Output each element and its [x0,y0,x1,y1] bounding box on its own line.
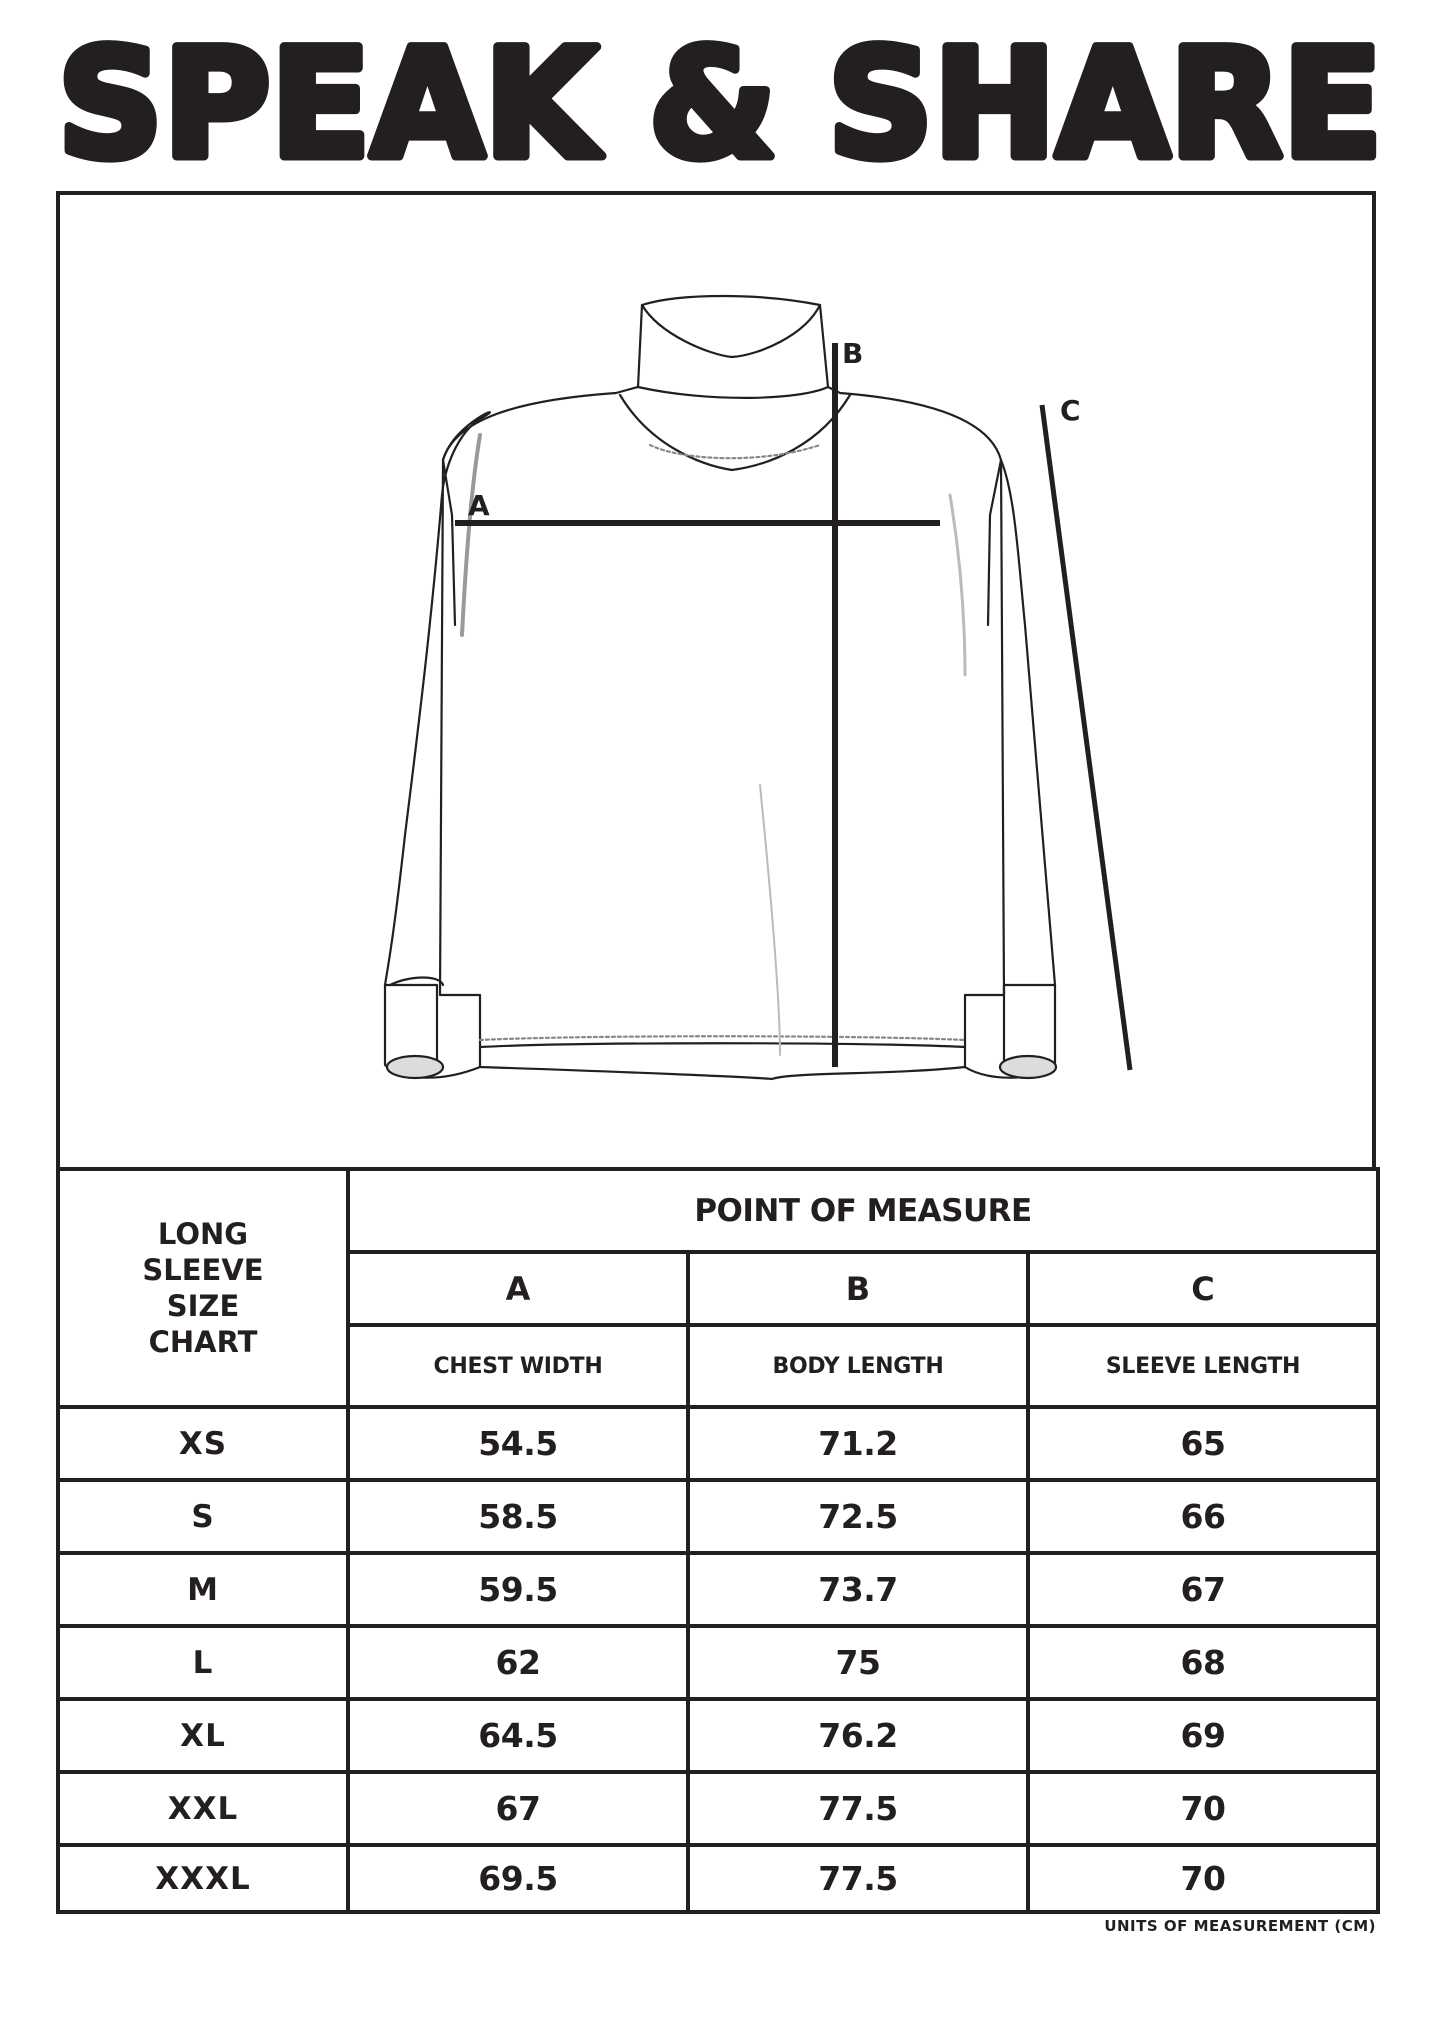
table-title-line: SLEEVE [142,1253,264,1287]
column-letter-a: A [348,1252,688,1325]
body-length-value: 77.5 [688,1772,1028,1845]
units-note: UNITS OF MEASUREMENT (CM) [1104,1917,1376,1935]
chest-width-value: 58.5 [348,1480,688,1553]
sleeve-length-value: 66 [1028,1480,1378,1553]
table-row [58,1553,1378,1626]
table-row [58,1407,1378,1480]
table-title-line: SIZE [166,1289,240,1323]
body-length-value: 73.7 [688,1553,1028,1626]
chest-width-value: 69.5 [348,1845,688,1912]
column-letter-c: C [1028,1252,1378,1325]
size-chart-table [56,1167,1380,1914]
sleeve-length-value: 68 [1028,1626,1378,1699]
chest-width-value: 54.5 [348,1407,688,1480]
size-cell: L [58,1626,348,1699]
brand-title: SPEAK & SHARE [57,38,1383,178]
body-length-value: 77.5 [688,1845,1028,1912]
sweater-collar [638,296,828,387]
size-cell: S [58,1480,348,1553]
size-cell: XS [58,1407,348,1480]
garment-diagram-panel [56,191,1376,1167]
sleeve-length-value: 67 [1028,1553,1378,1626]
size-cell: XL [58,1699,348,1772]
column-name-sleeve-length: SLEEVE LENGTH [1028,1325,1378,1407]
table-title-line: LONG [157,1217,249,1251]
measure-label-a: A [468,489,490,522]
sleeve-length-value: 65 [1028,1407,1378,1480]
body-length-value: 71.2 [688,1407,1028,1480]
brand-logo [55,38,1385,178]
size-cell: M [58,1553,348,1626]
size-cell: XXL [58,1772,348,1845]
table-title-line: CHART [148,1325,258,1359]
body-length-value: 76.2 [688,1699,1028,1772]
chest-width-value: 64.5 [348,1699,688,1772]
table-title [58,1169,348,1407]
body-length-value: 72.5 [688,1480,1028,1553]
size-cell: XXXL [58,1845,348,1912]
chest-width-value: 62 [348,1626,688,1699]
measure-label-c: C [1060,394,1081,427]
table-row [58,1845,1378,1912]
column-letter-b: B [688,1252,1028,1325]
sleeve-length-value: 69 [1028,1699,1378,1772]
sleeve-length-value: 70 [1028,1772,1378,1845]
table-row [58,1772,1378,1845]
body-length-value: 75 [688,1626,1028,1699]
table-row [58,1626,1378,1699]
table-row [58,1480,1378,1553]
column-name-chest-width: CHEST WIDTH [348,1325,688,1407]
sweater-body-outline [440,387,1004,1079]
sleeve-length-value: 70 [1028,1845,1378,1912]
table-row [58,1699,1378,1772]
column-name-body-length: BODY LENGTH [688,1325,1028,1407]
measure-line-c [1042,405,1130,1070]
chest-width-value: 67 [348,1772,688,1845]
measure-label-b: B [842,337,864,370]
point-of-measure-header: POINT OF MEASURE [348,1169,1378,1252]
sweater-diagram [60,195,1380,1171]
chest-width-value: 59.5 [348,1553,688,1626]
